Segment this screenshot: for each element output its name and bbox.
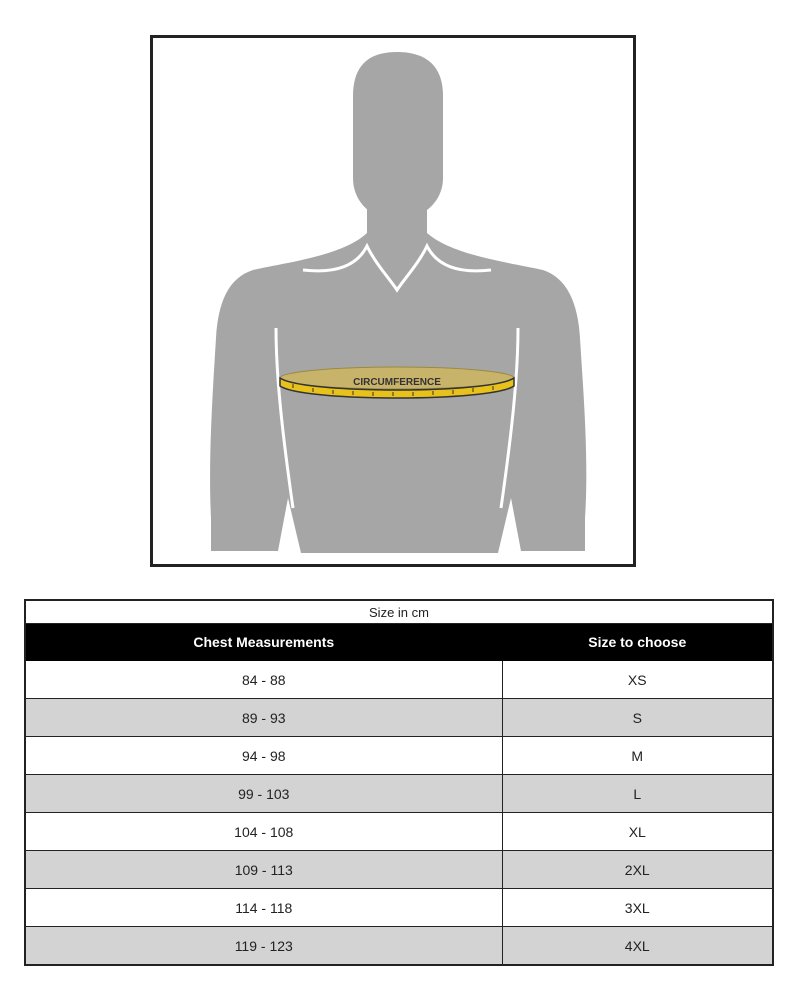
chest-cell: 119 - 123 [25,927,502,966]
table-row [25,737,773,775]
chest-cell: 94 - 98 [25,737,502,775]
table-row [25,661,773,699]
size-cell: S [502,699,773,737]
size-cell: 4XL [502,927,773,966]
tape-label: CIRCUMFERENCE [353,377,441,388]
table-row [25,813,773,851]
chest-cell: 104 - 108 [25,813,502,851]
chest-cell: 114 - 118 [25,889,502,927]
chest-cell: 89 - 93 [25,699,502,737]
size-cell: 2XL [502,851,773,889]
size-cell: L [502,775,773,813]
table-caption: Size in cm [25,600,773,624]
chest-cell: 99 - 103 [25,775,502,813]
torso-figure [153,38,633,564]
table-row [25,851,773,889]
header-chest-measurements: Chest Measurements [25,624,502,661]
chest-cell: 109 - 113 [25,851,502,889]
size-chart-table [24,599,774,966]
table-row [25,699,773,737]
chest-cell: 84 - 88 [25,661,502,699]
table-row [25,889,773,927]
figure-neck [367,188,427,238]
size-cell: 3XL [502,889,773,927]
table-row [25,775,773,813]
size-cell: M [502,737,773,775]
size-cell: XS [502,661,773,699]
chest-measurement-illustration [150,35,636,567]
table-row [25,927,773,966]
size-cell: XL [502,813,773,851]
header-size-to-choose: Size to choose [502,624,773,661]
